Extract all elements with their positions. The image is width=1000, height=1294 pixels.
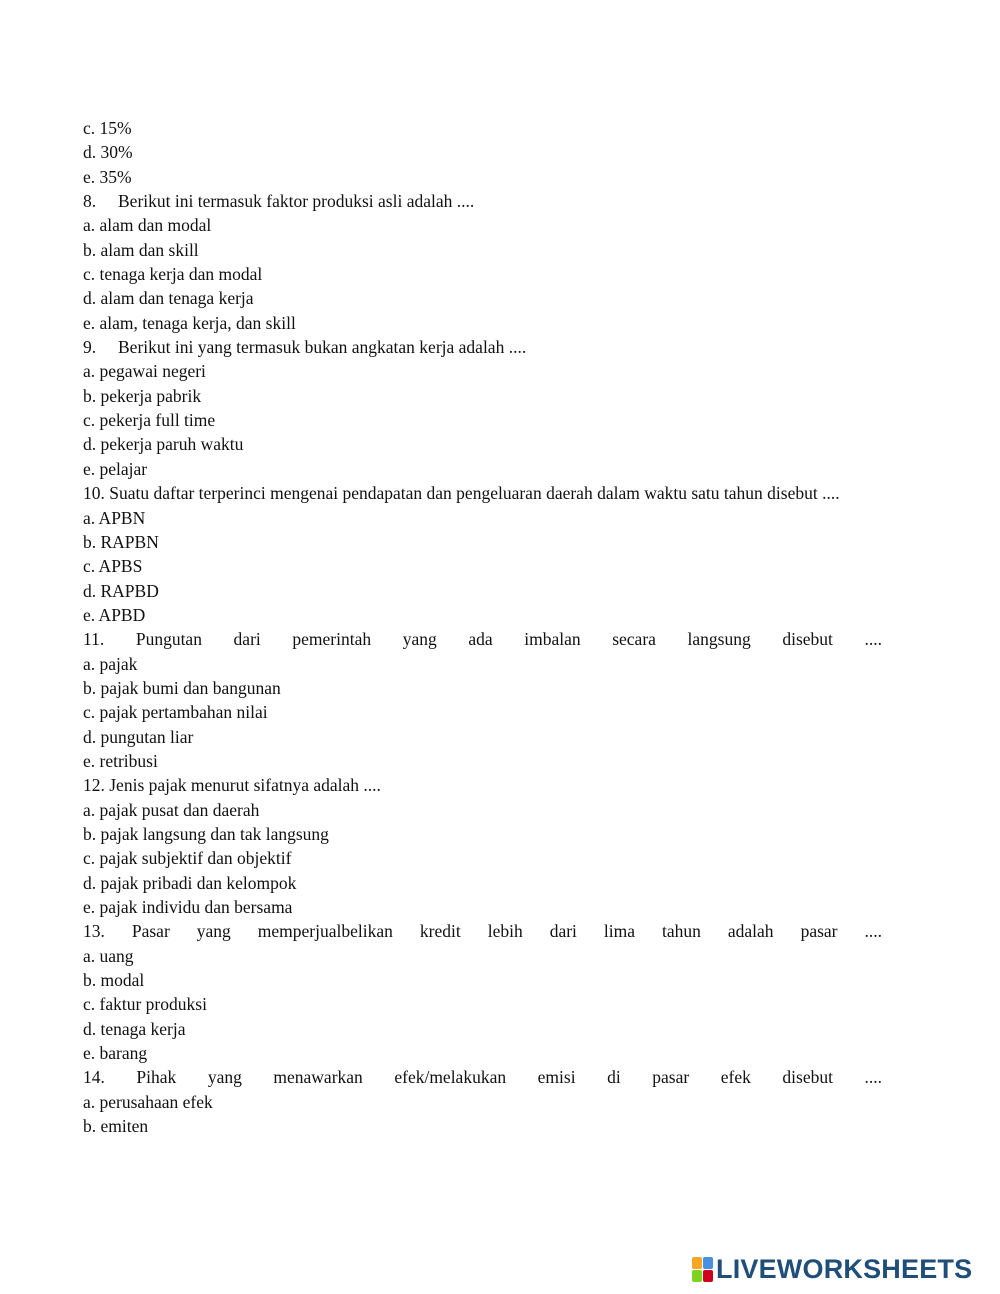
question-9 [83,335,882,359]
question-11: 11. Pungutan dari pemerintah yang ada imbalan secara langsung disebut .... [83,629,882,650]
option-13b: b. modal [83,970,145,991]
option-7c: c. 15% [83,118,132,138]
option-11a: a. pajak [83,653,138,674]
option-12b: b. pajak langsung dan tak langsung [83,823,329,844]
option-11c: c. pajak pertambahan nilai [83,702,268,723]
question-14: 14. Pihak yang menawarkan efek/melakukan emisi di pasar efek disebut .... [83,1067,882,1088]
question-8 [83,189,882,213]
option-9c: c. pekerja full time [83,410,216,431]
option-10b: b. RAPBN [83,531,159,552]
option-9b: b. pekerja pabrik [83,385,202,406]
logo-text: LIVEWORKSHEETS [716,1253,973,1284]
option-14a: a. perusahaan efek [83,1091,213,1112]
option-10a: a. APBN [83,507,146,528]
question-13: 13. Pasar yang memperjualbelikan kredit lebih dari lima tahun adalah pasar .... [83,921,882,942]
option-8e: e. alam, tenaga kerja, dan skill [83,312,296,333]
question-12: 12. Jenis pajak menurut sifatnya adalah .... [83,775,381,796]
option-12a: a. pajak pusat dan daerah [83,799,260,820]
option-10d: d. RAPBD [83,580,159,601]
option-10c: c. APBS [83,556,143,577]
question-9-text: Berikut ini yang termasuk bukan angkatan kerja adalah .... [118,337,527,358]
logo-mark-icon [692,1257,712,1281]
worksheet-text [83,116,882,1138]
logo-mark-square [703,1270,713,1282]
option-11e: e. retribusi [83,750,158,771]
option-7d: d. 30% [83,142,133,163]
option-12c: c. pajak subjektif dan objektif [83,848,292,869]
liveworksheets-logo [692,1254,972,1284]
option-9d: d. pekerja paruh waktu [83,434,244,455]
option-9a: a. pegawai negeri [83,361,206,382]
option-11d: d. pungutan liar [83,726,194,747]
option-8a: a. alam dan modal [83,215,212,236]
option-8c: c. tenaga kerja dan modal [83,264,263,285]
option-9e: e. pelajar [83,458,148,479]
option-12d: d. pajak pribadi dan kelompok [83,872,297,893]
option-8b: b. alam dan skill [83,239,199,260]
question-8-number: 8. [83,191,97,212]
option-14b: b. emiten [83,1116,149,1137]
option-8d: d. alam dan tenaga kerja [83,288,254,309]
option-13a: a. uang [83,945,134,966]
logo-mark-square [692,1257,702,1269]
option-12e: e. pajak individu dan bersama [83,897,293,917]
logo-mark-square [692,1270,702,1282]
option-11b: b. pajak bumi dan bangunan [83,677,281,698]
logo-mark-square [703,1257,713,1269]
question-9-number: 9. [83,337,97,358]
option-13e: e. barang [83,1043,148,1064]
option-13d: d. tenaga kerja [83,1018,186,1039]
question-8-text: Berikut ini termasuk faktor produksi asli adalah .... [118,191,475,212]
option-7e: e. 35% [83,166,132,187]
option-10e: e. APBD [83,604,146,625]
option-13c: c. faktur produksi [83,994,207,1015]
question-10: 10. Suatu daftar terperinci mengenai pendapatan dan pengeluaran daerah dalam waktu satu tahun disebut .... [83,483,840,504]
